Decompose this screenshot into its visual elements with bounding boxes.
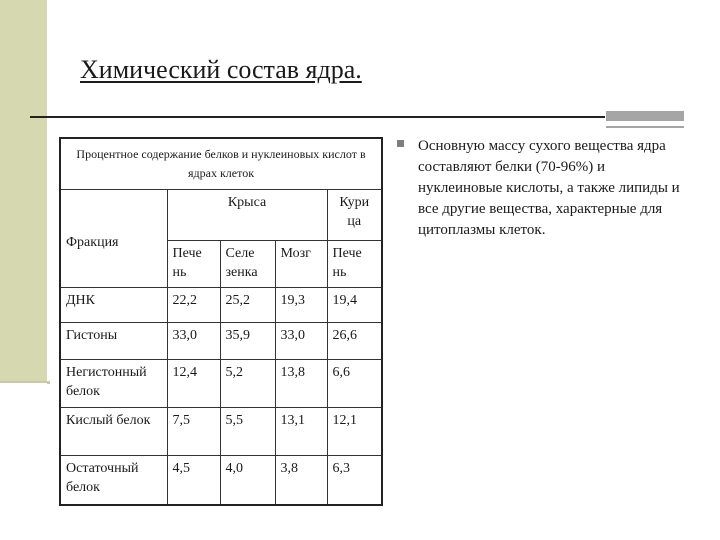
left-accent-bottom <box>0 383 47 540</box>
subheader-cell: Пече нь <box>327 241 382 288</box>
table-cell: 5,5 <box>220 408 275 456</box>
row-label: Негистонный белок <box>60 360 167 408</box>
table-row <box>60 408 382 456</box>
table-cell: 33,0 <box>275 323 327 360</box>
table-cell: 19,3 <box>275 288 327 323</box>
subheader-cell: Селе зенка <box>220 241 275 288</box>
table-row <box>60 360 382 408</box>
table-caption-row <box>60 138 382 190</box>
bullet-square-icon <box>397 140 404 147</box>
row-label: Остаточный белок <box>60 456 167 506</box>
slide-title: Химический состав ядра. <box>80 55 362 84</box>
table-cell: 5,2 <box>220 360 275 408</box>
table-row <box>60 323 382 360</box>
row-label: Кислый белок <box>60 408 167 456</box>
table-cell: 26,6 <box>327 323 382 360</box>
group-header-chicken: Кури ца <box>327 190 382 241</box>
title-rule-accent-thin <box>606 126 684 128</box>
table-cell: 33,0 <box>167 323 220 360</box>
table-row <box>60 456 382 506</box>
row-label: ДНК <box>60 288 167 323</box>
row-label: Гистоны <box>60 323 167 360</box>
table-cell: 3,8 <box>275 456 327 506</box>
table-cell: 12,1 <box>327 408 382 456</box>
subheader-cell: Мозг <box>275 241 327 288</box>
table-cell: 25,2 <box>220 288 275 323</box>
fraction-header: Фракция <box>60 190 167 288</box>
table-cell: 13,8 <box>275 360 327 408</box>
subheader-cell: Пече нь <box>167 241 220 288</box>
table-cell: 4,0 <box>220 456 275 506</box>
group-header-rat: Крыса <box>167 190 327 241</box>
table-cell: 4,5 <box>167 456 220 506</box>
table-cell: 13,1 <box>275 408 327 456</box>
nucleus-composition-table <box>59 137 383 506</box>
table-cell: 22,2 <box>167 288 220 323</box>
table-cell: 19,4 <box>327 288 382 323</box>
table-cell: 12,4 <box>167 360 220 408</box>
table-cell: 6,3 <box>327 456 382 506</box>
table-cell: 7,5 <box>167 408 220 456</box>
left-accent-bar <box>0 0 47 383</box>
table-row <box>60 288 382 323</box>
table-cell: 6,6 <box>327 360 382 408</box>
table-cell: 35,9 <box>220 323 275 360</box>
table-header-row <box>60 190 382 241</box>
title-rule-accent <box>606 111 684 121</box>
bullet-text: Основную массу сухого вещества ядра составляют белки (70-96%) и нуклеиновые кислоты, а также липиды и все другие вещества, характерные для цитоплазмы клеток. <box>418 138 680 238</box>
title-rule <box>30 116 605 118</box>
table-caption: Процентное содержание белков и нуклеиновых кислот в ядрах клеток <box>60 138 382 190</box>
